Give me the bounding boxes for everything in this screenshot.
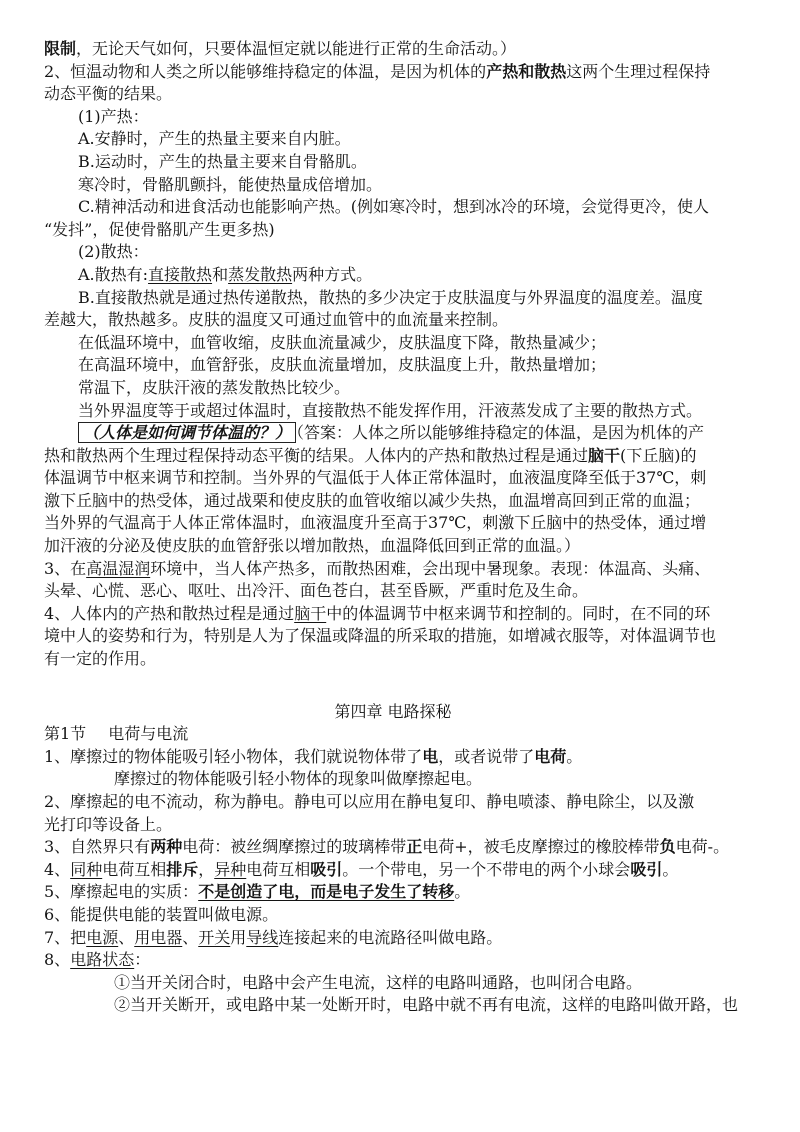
text-line: (1)产热：	[78, 106, 149, 126]
text-line: 4、同种电荷互相排斥，异种电荷互相吸引。一个带电，另一个不带电的两个小球会吸引。	[44, 859, 679, 879]
text-line: 4、人体内的产热和散热过程是通过脑干中的体温调节中枢来调节和控制的。同时，在不同的环	[44, 603, 711, 623]
text-line: 体温调节中枢来调节和控制。当外界的气温低于人体正常体温时，血液温度降至低于37℃，刺	[44, 468, 707, 488]
text-line: 2、恒温动物和人类之所以能够维持稳定的体温，是因为机体的产热和散热这两个生理过程保持	[44, 61, 711, 81]
text-line: 3、自然界只有两种电荷：被丝绸摩擦过的玻璃棒带正电荷+，被毛皮摩擦过的橡胶棒带负电荷-。	[44, 837, 730, 857]
text-line: 头晕、心慌、恶心、呕吐、出冷汗、面色苍白，甚至昏厥，严重时危及生命。	[44, 581, 589, 601]
text-line: （人体是如何调节体温的？） （答案：人体之所以能够维持稳定的体温，是因为机体的产	[44, 422, 772, 445]
text-line: 动态平衡的结果。	[44, 84, 173, 104]
text-line: 7、把电源、用电器、开关用导线连接起来的电流路径叫做电路。	[44, 927, 503, 947]
text-line: 在高温环境中，血管舒张，皮肤血流量增加，皮肤温度上升，散热量增加；	[78, 355, 607, 375]
text-line: B.直接散热就是通过热传递散热，散热的多少决定于皮肤温度与外界温度的温度差。温度	[78, 287, 703, 307]
text-line: 5、摩擦起电的实质：不是创造了电，而是电子发生了转移。	[44, 882, 471, 902]
text-line: 常温下，皮肤汗液的蒸发散热比较少。	[78, 377, 351, 397]
text-line: A.安静时，产生的热量主要来自内脏。	[78, 129, 351, 149]
text-line: 加汗液的分泌及使皮肤的血管舒张以增加散热，血温降低回到正常的血温。）	[44, 536, 581, 556]
text-line: C.精神活动和进食活动也能影响产热。(例如寒冷时，想到冰冷的环境，会觉得更冷，使人	[78, 197, 710, 217]
text-line: ②当开关断开，或电路中某一处断开时，电路中就不再有电流，这样的电路叫做开路，也	[114, 995, 739, 1015]
text-line: 6、能提供电能的装置叫做电源。	[44, 904, 279, 924]
text-line: 8、电路状态：	[44, 950, 151, 970]
text-line: 差越大，散热越多。皮肤的温度又可通过血管中的血流量来控制。	[44, 310, 509, 330]
text-line: ①当开关闭合时，电路中会产生电流，这样的电路叫通路，也叫闭合电路。	[114, 972, 643, 992]
text-line: 3、在高温湿润环境中，当人体产热多，而散热困难，会出现中暑现象。表现：体温高、头痛、	[44, 558, 711, 578]
section-title: 第1节 电荷与电流	[44, 724, 189, 744]
text-line: 寒冷时，骨骼肌颤抖，能使热量成倍增加。	[78, 174, 383, 194]
question-box: （人体是如何调节体温的？）	[78, 422, 296, 443]
text-line: 在低温环境中，血管收缩，皮肤血流量减少，皮肤温度下降，散热量减少；	[78, 332, 607, 352]
text-line: 1、摩擦过的物体能吸引轻小物体，我们就说物体带了电，或者说带了电荷。	[44, 746, 583, 766]
chapter-title: 第四章 电路探秘	[334, 701, 452, 721]
text-line: A.散热有:直接散热和蒸发散热两种方式。	[78, 264, 373, 284]
text-line: 限制，无论天气如何，只要体温恒定就以能进行正常的生命活动。）	[44, 39, 517, 58]
text-line: 光打印等设备上。	[44, 814, 173, 834]
text-line: 有一定的作用。	[44, 649, 157, 669]
text-line: 当外界的气温高于人体正常体温时，血液温度升至高于37℃，刺激下丘脑中的热受体，通过增	[44, 513, 707, 533]
text-line: (2)散热：	[78, 242, 149, 262]
text-line: 激下丘脑中的热受体，通过战栗和使皮肤的血管收缩以减少失热，血温增高回到正常的血温；	[44, 490, 701, 510]
text-line: 热和散热两个生理过程保持动态平衡的结果。人体内的产热和散热过程是通过脑干(下丘脑)的	[44, 445, 697, 465]
text-line: B.运动时，产生的热量主要来自骨骼肌。	[78, 151, 367, 171]
text-line: 2、摩擦起的电不流动，称为静电。静电可以应用在静电复印、静电喷漆、静电除尘，以及激	[44, 792, 695, 811]
text-line: 当外界温度等于或超过体温时，直接散热不能发挥作用，汗液蒸发成了主要的散热方式。	[78, 400, 703, 420]
text-line: 境中人的姿势和行为，特别是人为了保温或降温的所采取的措施，如增减衣服等，对体温调节也	[44, 626, 717, 646]
text-line: 摩擦过的物体能吸引轻小物体的现象叫做摩擦起电。	[114, 769, 483, 789]
text-line: “发抖”，促使骨骼肌产生更多热)	[44, 219, 275, 239]
